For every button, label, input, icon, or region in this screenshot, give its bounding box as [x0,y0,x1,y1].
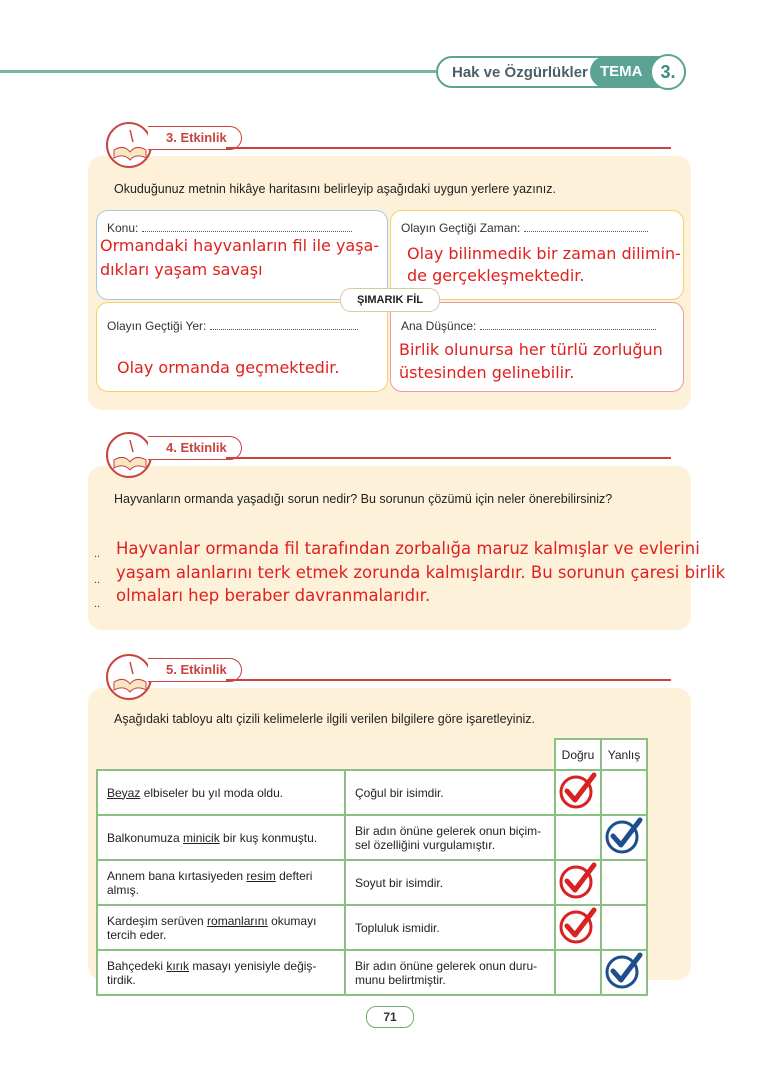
true-cell[interactable] [555,860,601,905]
false-cell[interactable] [601,950,647,995]
theme-badge [436,56,686,88]
dusunce-label: Ana Düşünce: [401,319,477,333]
zaman-box[interactable] [390,210,684,300]
activity3-header [106,122,671,162]
sentence-cell: Balkonumuza minicik bir kuş konmuştu. [97,815,345,860]
theme-number: 3. [650,54,686,90]
table-row [97,905,647,950]
false-cell[interactable] [601,905,647,950]
underlined-word: kırık [166,958,190,973]
activity4-question: Hayvanların ormanda yaşadığı sorun nedir? Bu sorunun çözümü için neler önerebilirsiniz? [114,492,613,506]
zaman-answer-2: de gerçekleşmektedir. [407,266,585,285]
book-icon [106,654,152,700]
konu-box[interactable] [96,210,388,300]
info-cell: Bir adın önüne gelerek onun duru-munu belirtmiştir. [345,950,555,995]
false-cell[interactable] [601,860,647,905]
theme-tag-label: TEMA [600,63,643,80]
col-false-header: Yanlış [601,739,647,770]
activity5-header [106,654,671,694]
false-cell[interactable] [601,815,647,860]
sentence-cell: Beyaz elbiseler bu yıl moda oldu. [97,770,345,815]
activity5-rule [226,679,671,681]
activity5-table [96,738,648,996]
sentence-cell: Annem bana kırtasiyeden resim defteri almış. [97,860,345,905]
check-red-icon [556,906,600,946]
activity4-rule [226,457,671,459]
activity3-rule [226,147,671,149]
yer-label: Olayın Geçtiği Yer: [107,319,207,333]
header-rule [0,70,450,73]
underlined-word: Beyaz [107,785,141,800]
book-icon [106,122,152,168]
check-blue-icon [602,951,646,991]
dotted-line [210,319,358,330]
check-red-icon [556,771,600,811]
info-cell: Soyut bir isimdir. [345,860,555,905]
dotted-line [480,319,656,330]
story-title-tag: ŞIMARIK FİL [340,288,440,312]
konu-answer-2: dıkları yaşam savaşı [100,260,263,279]
info-cell: Topluluk ismidir. [345,905,555,950]
underlined-word: resim [246,868,276,883]
activity5-instruction: Aşağıdaki tabloyu altı çizili kelimelerle ilgili verilen bilgilere göre işaretleyiniz. [114,712,536,726]
info-cell: Çoğul bir isimdir. [345,770,555,815]
dot-mark: .. [94,598,101,610]
check-red-icon [556,861,600,901]
true-cell[interactable] [555,950,601,995]
activity4-answer-3: olmaları hep beraber davranmalarıdır. [116,586,431,605]
page-number: 71 [366,1006,414,1028]
zaman-label: Olayın Geçtiği Zaman: [401,221,521,235]
dusunce-box[interactable] [390,302,684,392]
yer-answer: Olay ormanda geçmektedir. [117,358,340,377]
true-cell[interactable] [555,770,601,815]
table-row [97,860,647,905]
underlined-word: romanlarını [207,913,268,928]
theme-tag [590,56,686,88]
true-cell[interactable] [555,815,601,860]
false-cell[interactable] [601,770,647,815]
activity4-answer-1: Hayvanlar ormanda fil tarafından zorbalığa maruz kalmışlar ve evlerini [116,539,700,558]
activity4-answer-2: yaşam alanlarını terk etmek zorunda kalmışlardır. Bu sorunun çaresi birlik [116,563,726,582]
sentence-cell: Bahçedeki kırık masayı yenisiyle değiş-tirdik. [97,950,345,995]
table-row [97,770,647,815]
activity5-title: 5. Etkinlik [148,658,242,682]
dusunce-answer-2: üstesinden gelinebilir. [399,363,575,382]
table-row [97,950,647,995]
yer-box[interactable] [96,302,388,392]
check-blue-icon [602,816,646,856]
dusunce-answer-1: Birlik olunursa her türlü zorluğun [399,340,663,359]
book-icon [106,432,152,478]
activity3-title: 3. Etkinlik [148,126,242,150]
konu-label: Konu: [107,221,139,235]
info-cell: Bir adın önüne gelerek onun biçim-sel özelliğini vurgulamıştır. [345,815,555,860]
true-cell[interactable] [555,905,601,950]
sentence-cell: Kardeşim serüven romanlarını okumayı tercih eder. [97,905,345,950]
activity4-header [106,432,671,472]
table-row [97,815,647,860]
konu-answer-1: Ormandaki hayvanların fil ile yaşa- [100,236,380,255]
dot-mark: .. [94,574,101,586]
dotted-line [142,221,352,232]
theme-title: Hak ve Özgürlükler [452,64,588,81]
dot-mark: .. [94,548,101,560]
activity3-instruction: Okuduğunuz metnin hikâye haritasını belirleyip aşağıdaki uygun yerlere yazınız. [114,182,556,196]
underlined-word: minicik [183,830,220,845]
activity4-title: 4. Etkinlik [148,436,242,460]
zaman-answer-1: Olay bilinmedik bir zaman dilimin- [407,244,681,263]
dotted-line [524,221,648,232]
col-true-header: Doğru [555,739,601,770]
